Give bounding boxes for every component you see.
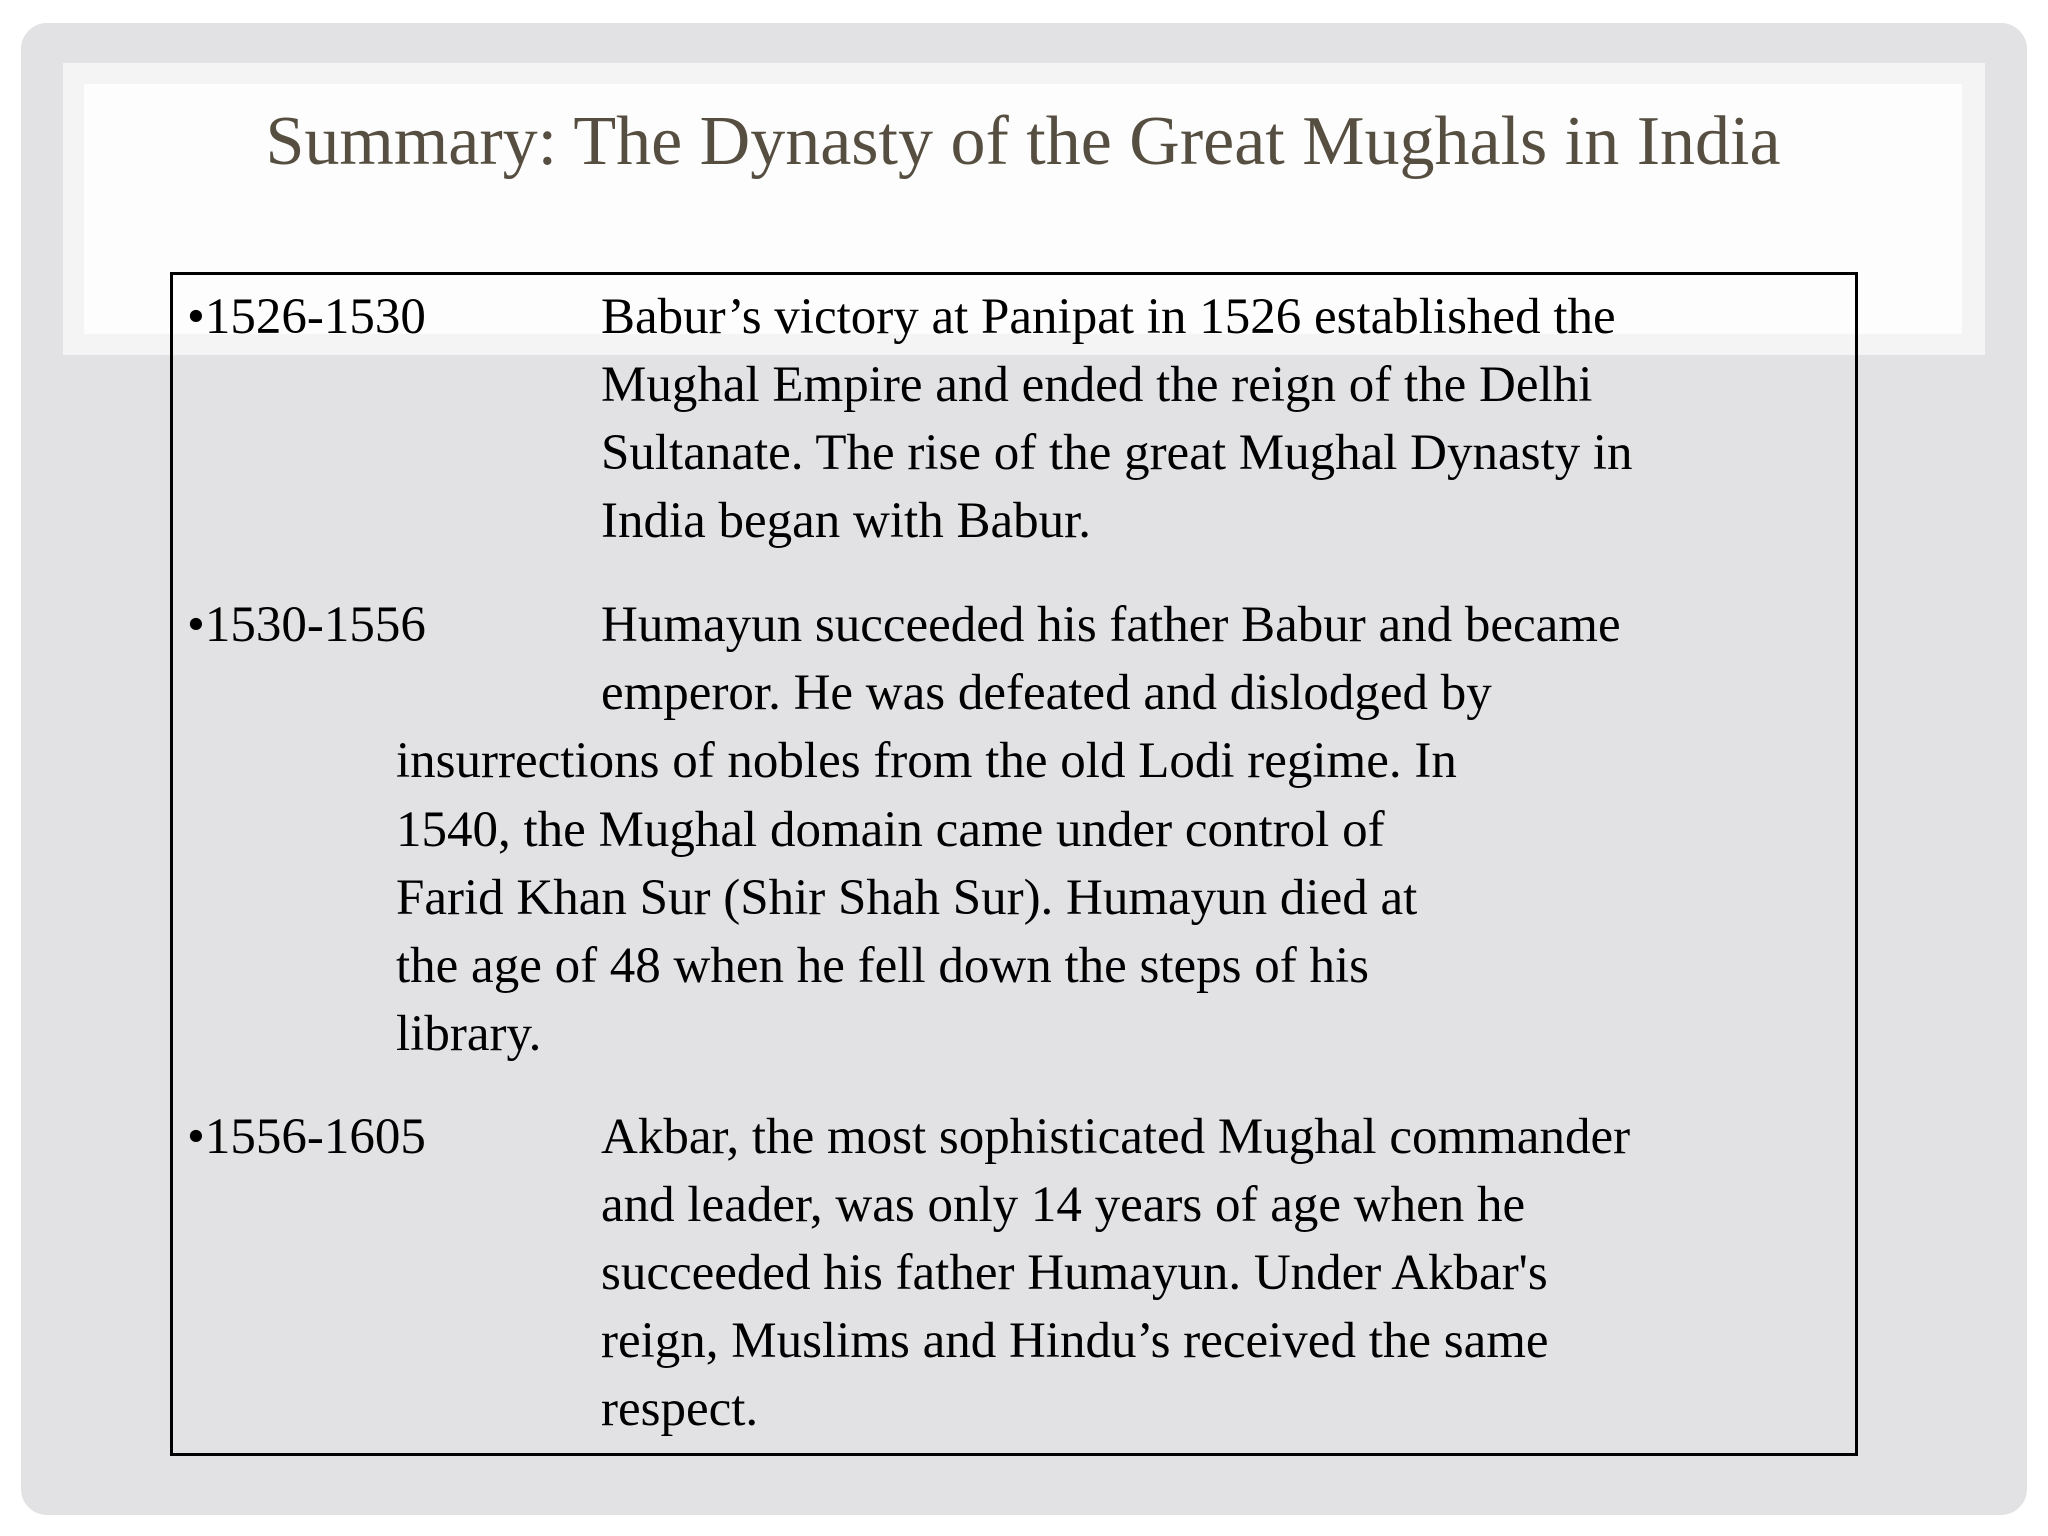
entry-text-line: library.	[396, 1006, 542, 1062]
entry-text-line: Mughal Empire and ended the reign of the Delhi	[601, 357, 1593, 413]
entry-text-line: Babur’s victory at Panipat in 1526 established the	[601, 289, 1616, 345]
entry-text-line: Farid Khan Sur (Shir Shah Sur). Humayun died at	[396, 870, 1418, 926]
entry-text-line: Humayun succeeded his father Babur and became	[601, 597, 1621, 653]
entry-date: •1526-1530	[187, 289, 426, 345]
entry-date: •1530-1556	[187, 597, 426, 653]
entry-text-line: India began with Babur.	[601, 493, 1092, 549]
slide-title: Summary: The Dynasty of the Great Mughals in India	[265, 103, 1781, 180]
entry-text-line: respect.	[601, 1381, 759, 1437]
entry-text-line: insurrections of nobles from the old Lodi regime. In	[396, 733, 1457, 789]
entry-text-line: succeeded his father Humayun. Under Akbar's	[601, 1245, 1548, 1301]
entry-text-line: Sultanate. The rise of the great Mughal Dynasty in	[601, 425, 1633, 481]
entry-text-line: reign, Muslims and Hindu’s received the same	[601, 1313, 1549, 1369]
entry-text-line: Akbar, the most sophisticated Mughal commander	[601, 1109, 1631, 1165]
entry-text-line: emperor. He was defeated and dislodged by	[601, 665, 1492, 721]
entry-date: •1556-1605	[187, 1109, 426, 1165]
entry-text-line: the age of 48 when he fell down the steps of his	[396, 938, 1370, 994]
entry-text-line: 1540, the Mughal domain came under control of	[396, 802, 1385, 858]
entry-text-line: and leader, was only 14 years of age when he	[601, 1177, 1526, 1233]
